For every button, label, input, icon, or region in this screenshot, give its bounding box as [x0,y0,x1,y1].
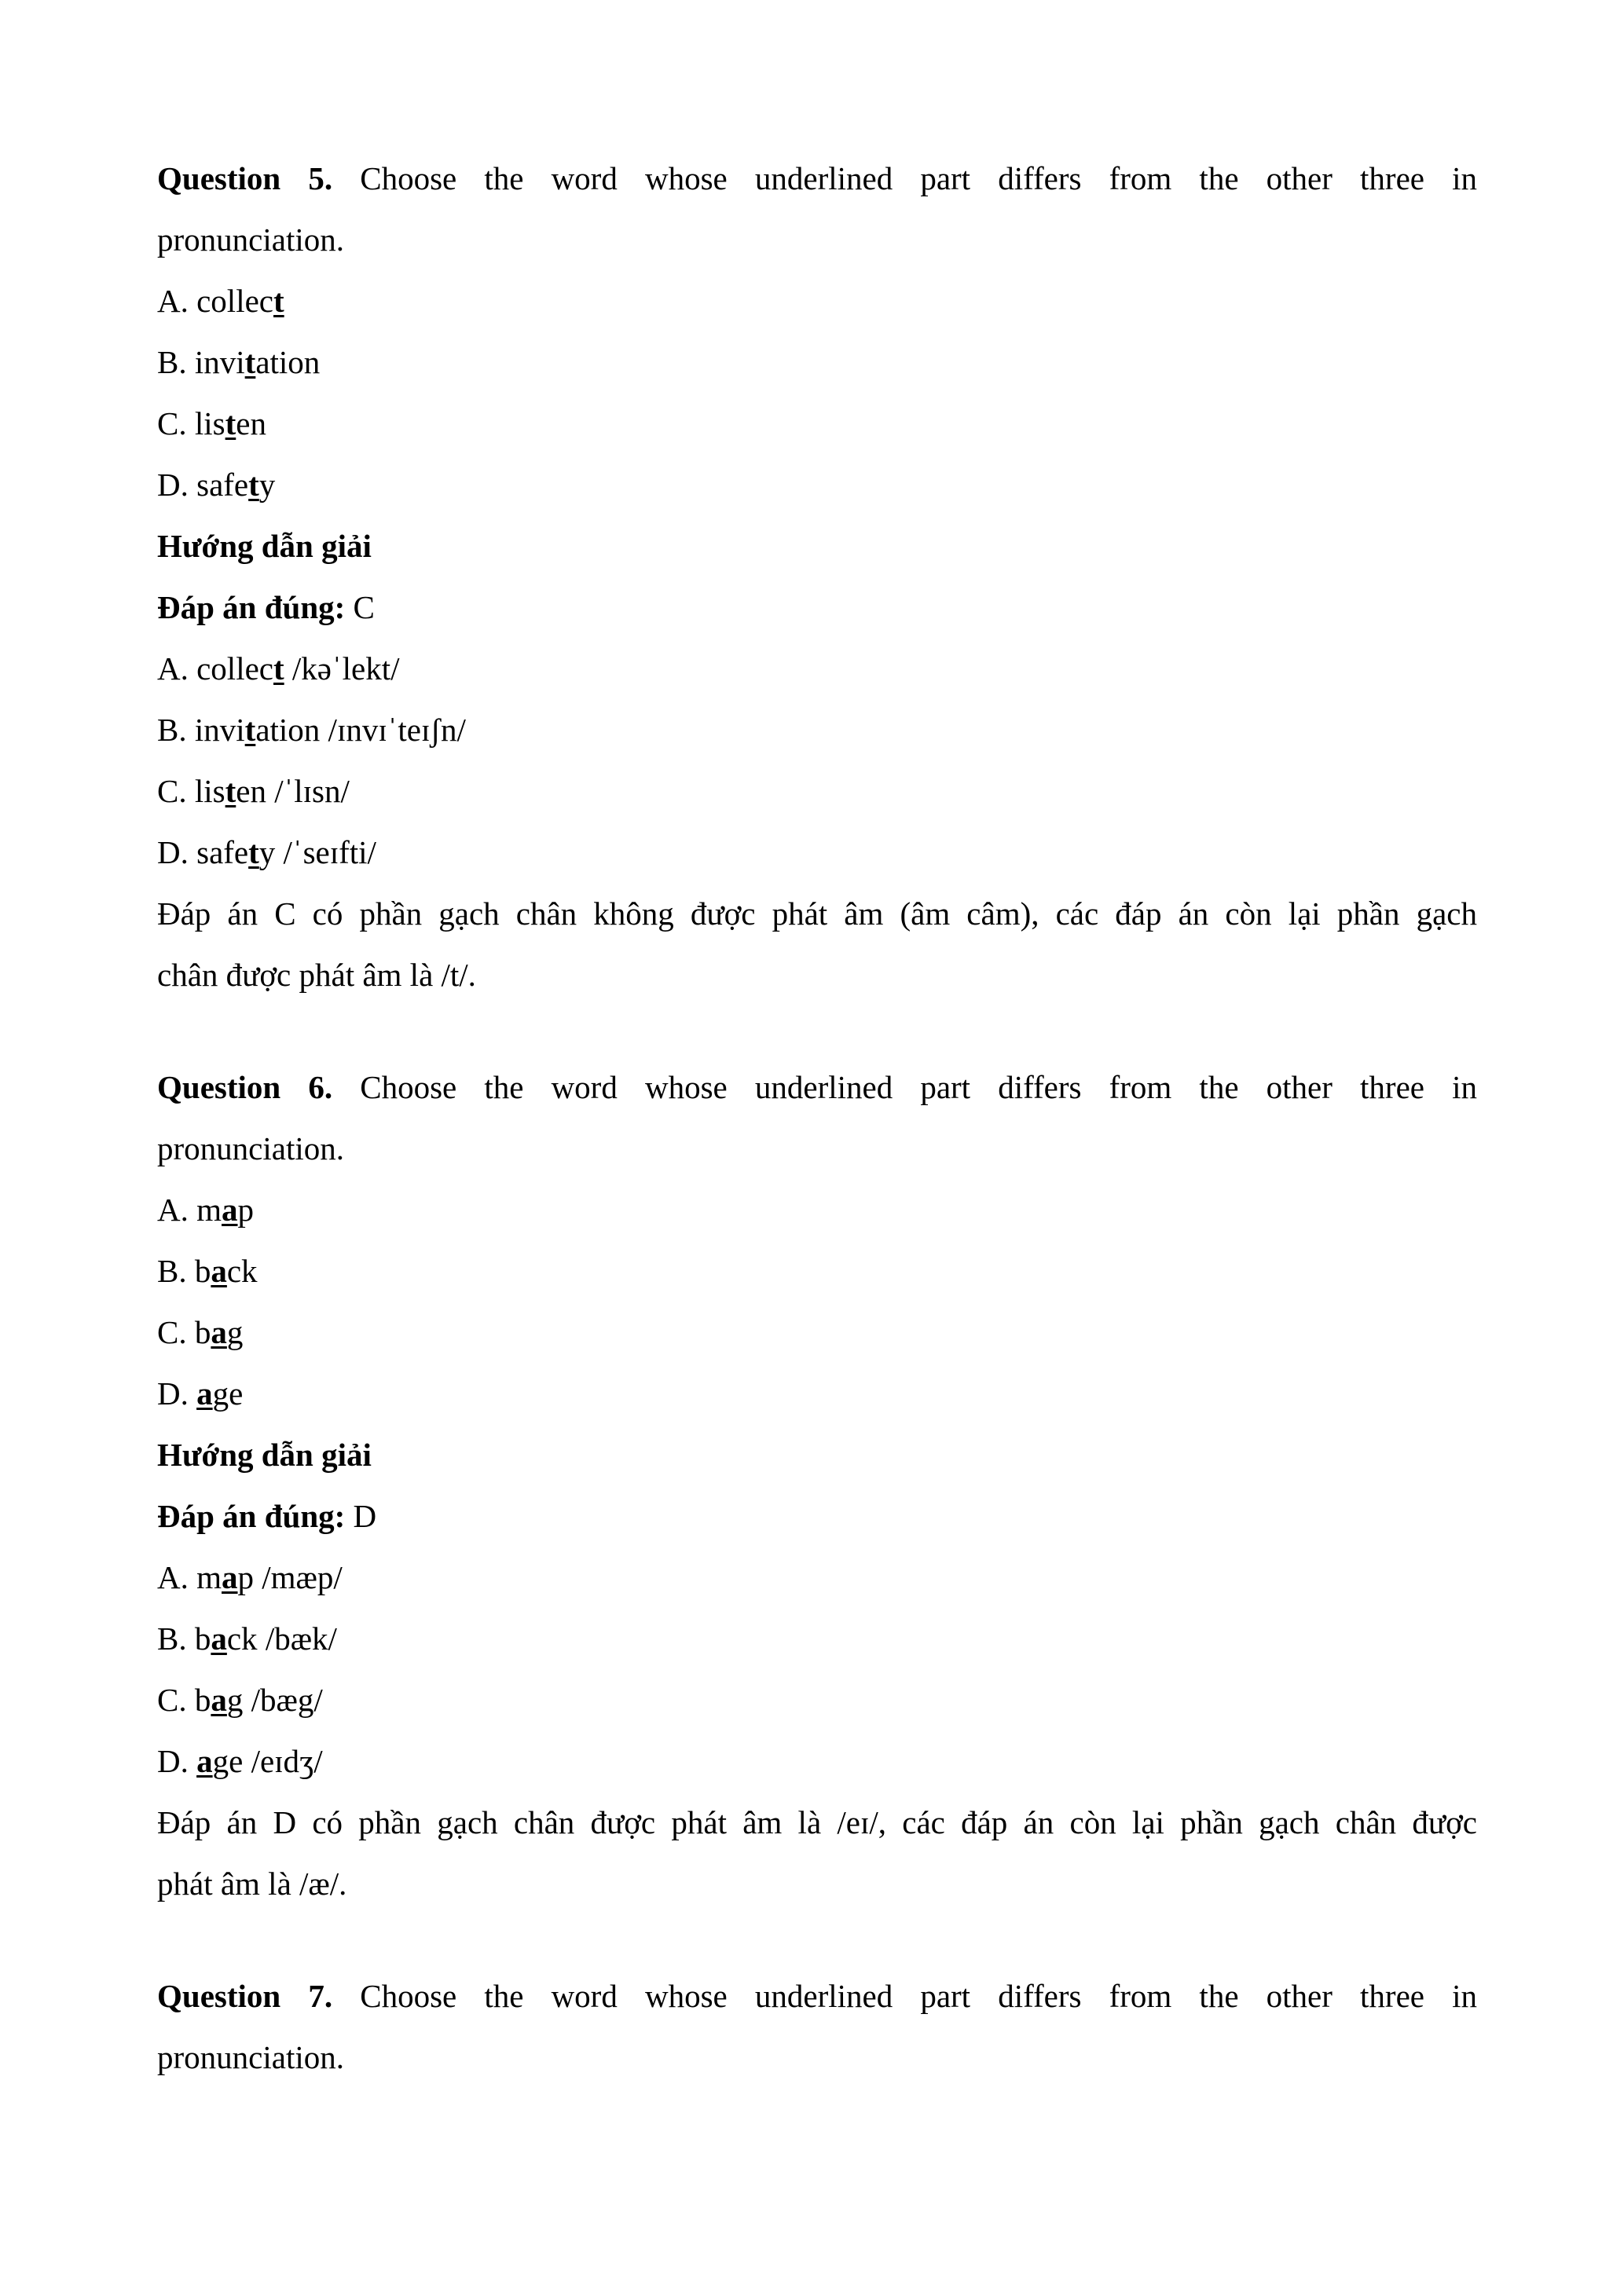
q5-explain-a: A. collect /kəˈlekt/ [157,650,400,687]
question-5-prompt [157,148,1477,209]
question-5-text: Choose the word whose underlined part differs from the other three in [360,160,1477,196]
section-spacer [157,1005,1477,1056]
q6-explain-a: A. map /mæp/ [157,1559,343,1595]
q5-explain-d: D. safety /ˈseɪfti/ [157,834,376,870]
question-5-label: Question 5. [157,160,333,196]
q5-explain-c: C. listen /ˈlɪsn/ [157,773,350,809]
q5-option-b: B. invitation [157,344,321,380]
question-7-prompt-cont: pronunciation. [157,2039,344,2075]
q6-explain-d: D. age /eɪdʒ/ [157,1743,323,1779]
question-6-text: Choose the word whose underlined part differs from the other three in [360,1069,1477,1105]
q5-option-d: D. safety [157,467,276,503]
q6-option-c: C. bag [157,1314,244,1350]
q5-conclusion-line-1: Đáp án C có phần gạch chân không được phát âm (âm câm), các đáp án còn lại phần gạch [157,895,1477,932]
q6-correct-answer: Đáp án đúng: D [157,1498,377,1534]
q5-guide-heading: Hướng dẫn giải [157,528,372,564]
q5-correct-answer: Đáp án đúng: C [157,589,375,625]
question-6-prompt [157,1056,1477,1118]
q5-conclusion-line-2: chân được phát âm là /t/. [157,957,476,993]
q6-explain-c: C. bag /bæg/ [157,1682,323,1718]
q5-option-c: C. listen [157,405,266,441]
q5-explain-b: B. invitation /ɪnvɪˈteɪʃn/ [157,712,466,748]
q6-conclusion-line-1: Đáp án D có phần gạch chân được phát âm là /eɪ/, các đáp án còn lại phần gạch chân được [157,1804,1477,1840]
q6-conclusion-line-2: phát âm là /æ/. [157,1866,347,1902]
document-page [157,148,1477,2088]
question-6-label: Question 6. [157,1069,333,1105]
q6-guide-heading: Hướng dẫn giải [157,1437,372,1473]
q5-option-a: A. collect [157,283,284,319]
q6-explain-b: B. back /bæk/ [157,1620,337,1657]
question-6-prompt-cont: pronunciation. [157,1130,344,1166]
question-7-text: Choose the word whose underlined part differs from the other three in [360,1978,1477,2014]
question-7-prompt [157,1965,1477,2027]
q6-option-b: B. back [157,1253,258,1289]
q6-option-a: A. map [157,1192,255,1228]
q6-option-d: D. age [157,1375,244,1412]
question-5-prompt-cont: pronunciation. [157,222,344,258]
section-spacer [157,1914,1477,1965]
question-7-label: Question 7. [157,1978,333,2014]
